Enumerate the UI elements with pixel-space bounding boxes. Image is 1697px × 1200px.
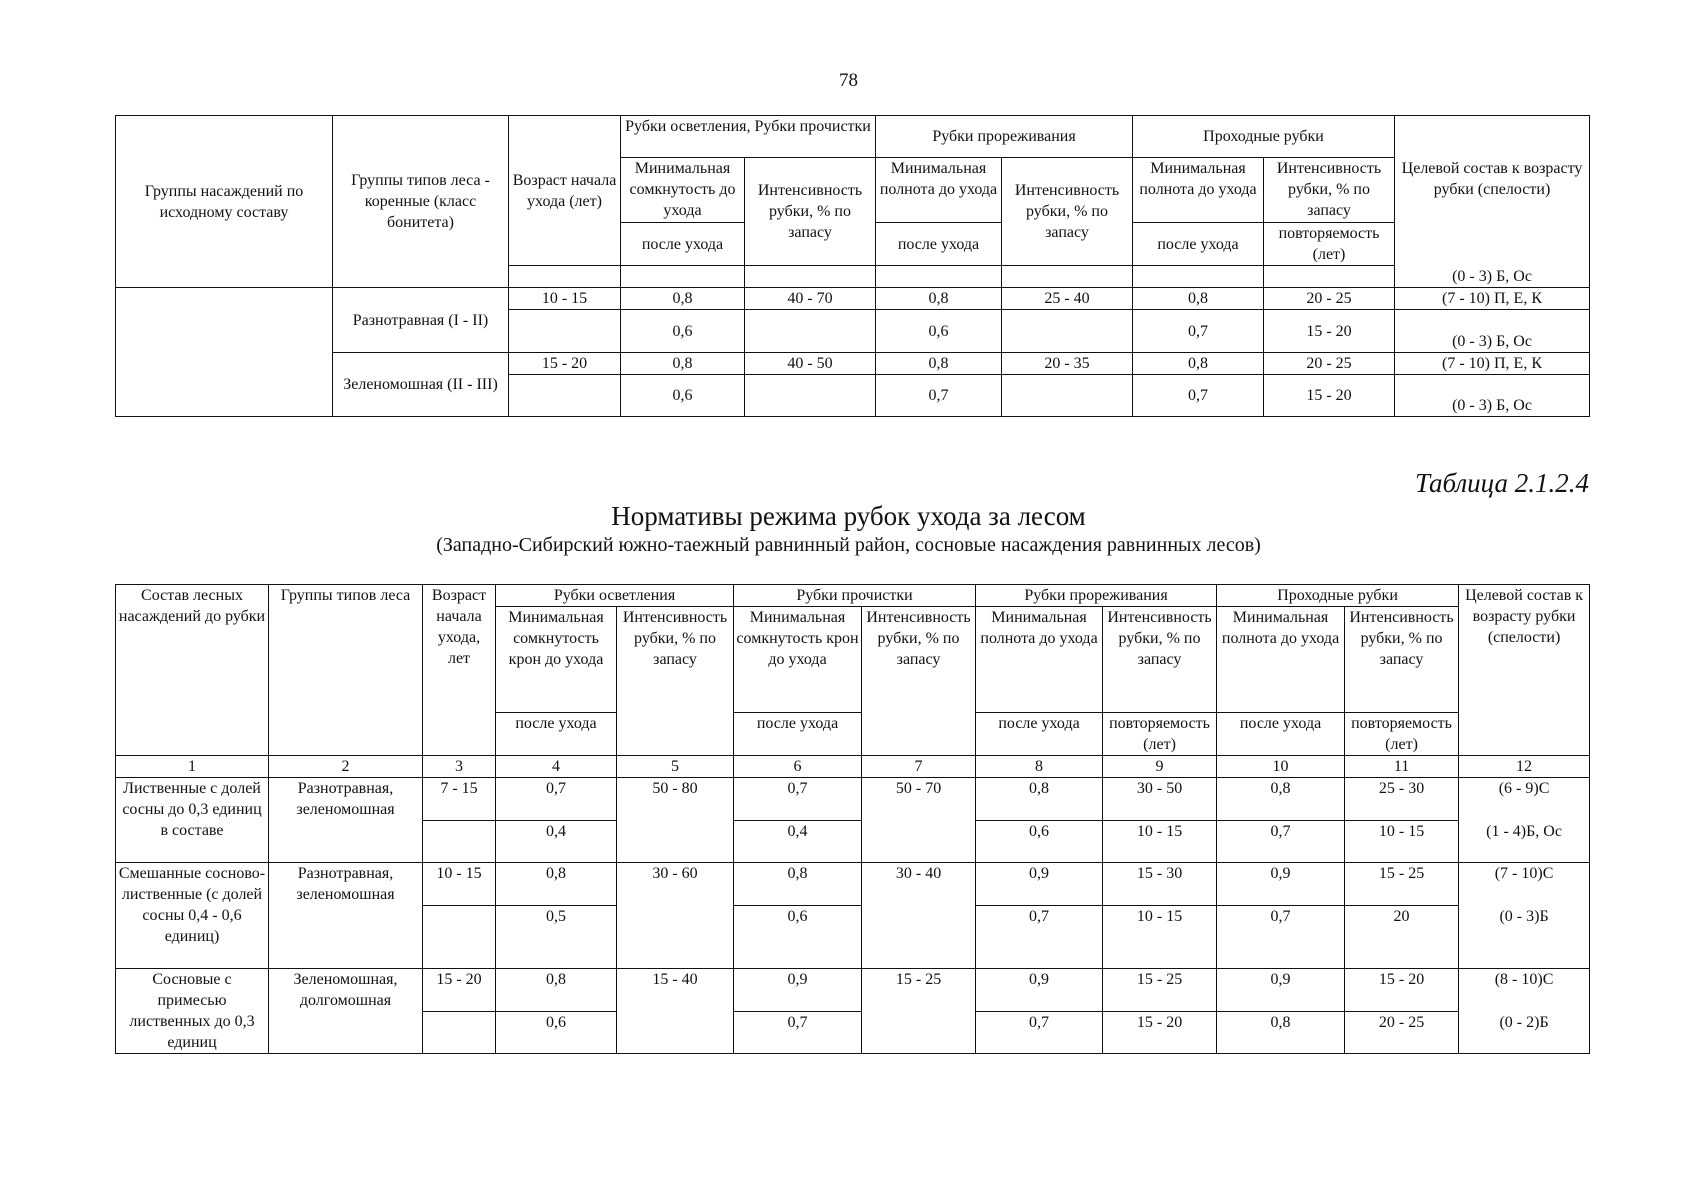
table-row: 0,6 0,7 0,7 15 - 20 0,8 20 - 25 [116, 1012, 1590, 1054]
header-intensity-clearing: Интенсивность рубки, % по запасу [745, 158, 876, 266]
header-groups-planting: Группы насаждений по исходному составу [116, 116, 333, 288]
page-number: 78 [839, 70, 858, 91]
header-min-density-thinning: Минимальная полнота до ухода [876, 158, 1002, 223]
column-number-row [116, 756, 1590, 778]
table-title: Нормативы режима рубок ухода за лесом [611, 501, 1086, 531]
target-cell: (7 - 10) П, Е, К [1395, 288, 1590, 310]
header-repeat-interval: повторяемость (лет) [1264, 223, 1395, 266]
target-cell: (7 - 10)С (0 - 3)Б [1459, 863, 1590, 969]
age-cell: 10 - 15 [423, 863, 496, 906]
target-cell: (7 - 10) П, Е, К [1395, 353, 1590, 375]
composition-cell: Смешанные сосново-лиственные (с долей сосны 0,4 - 0,6 единиц) [116, 863, 269, 969]
header-composition: Состав лесных насаждений до рубки [116, 585, 269, 756]
column-number: 3 [423, 756, 496, 778]
age-cell: 7 - 15 [423, 778, 496, 821]
header-min-closure: Минимальная сомкнутость крон до ухода [496, 607, 617, 713]
target-cell: (8 - 10)С (0 - 2)Б [1459, 969, 1590, 1054]
header-after-care: после ухода [1217, 713, 1345, 756]
table-number: Таблица 2.1.2.4 [1414, 468, 1589, 498]
header-after-care: после ухода [496, 713, 617, 756]
header-clearing: Рубки осветления [496, 585, 734, 607]
table-row: 0,5 0,6 0,7 10 - 15 0,7 20 [116, 906, 1590, 969]
header-min-closure: Минимальная сомкнутость до ухода [621, 158, 745, 223]
target-cell: (0 - 3) Б, Ос [1395, 310, 1590, 353]
header-intensity-passage: Интенсивность рубки, % по запасу [1264, 158, 1395, 223]
age-cell: 15 - 20 [423, 969, 496, 1012]
column-number: 11 [1345, 756, 1459, 778]
header-target: Целевой состав к возрасту рубки (спелости) [1459, 585, 1590, 756]
column-number: 7 [862, 756, 976, 778]
forest-type-cell: Зеленомошная (II - III) [333, 353, 509, 417]
header-after-care: после ухода [734, 713, 862, 756]
header-repeat-interval: повторяемость (лет) [1103, 713, 1217, 756]
header-min-density: Минимальная полнота до ухода [1217, 607, 1345, 713]
thinning-norms-table [115, 584, 1590, 1054]
column-number: 8 [976, 756, 1103, 778]
header-min-density: Минимальная полнота до ухода [976, 607, 1103, 713]
header-intensity: Интенсивность рубки, % по запасу [862, 607, 976, 756]
table-subtitle: (Западно-Сибирский южно-таежный равнинный район, сосновые насаждения равнинных лесов) [436, 534, 1261, 556]
header-groups-forest-types: Группы типов леса - коренные (класс бонитета) [333, 116, 509, 288]
header-age: Возраст начала ухода, лет [423, 585, 496, 756]
column-number: 4 [496, 756, 617, 778]
header-forest-types: Группы типов леса [269, 585, 423, 756]
age-cell: 15 - 20 [509, 353, 621, 375]
header-repeat-interval: повторяемость (лет) [1345, 713, 1459, 756]
target-cell: (6 - 9)С (1 - 4)Б, Ос [1459, 778, 1590, 863]
header-clearing-cutting: Рубки осветления, Рубки прочистки [621, 116, 876, 158]
target-bottom: (0 - 3) Б, Ос [1452, 268, 1532, 285]
header-intensity: Интенсивность рубки, % по запасу [1103, 607, 1217, 713]
target-cell: (0 - 3) Б, Ос [1395, 375, 1590, 417]
forest-type-cell: Разнотравная, зеленомошная [269, 778, 423, 863]
header-intensity: Интенсивность рубки, % по запасу [1345, 607, 1459, 713]
header-cleaning: Рубки прочистки [734, 585, 976, 607]
column-number: 12 [1459, 756, 1590, 778]
table-row: 0,4 0,4 0,6 10 - 15 0,7 10 - 15 [116, 821, 1590, 863]
header-intensity-thinning: Интенсивность рубки, % по запасу [1002, 158, 1133, 266]
header-min-density-passage: Минимальная полнота до ухода [1133, 158, 1264, 223]
header-intensity: Интенсивность рубки, % по запасу [617, 607, 734, 756]
header-age-start: Возраст начала ухода (лет) [509, 116, 621, 266]
column-number: 9 [1103, 756, 1217, 778]
composition-cell: Лиственные с долей сосны до 0,3 единиц в составе [116, 778, 269, 863]
table-row: Смешанные сосново-лиственные (с долей сосны 0,4 - 0,6 единиц) Разнотравная, зеленомошная 10 - 15 0,8 30 - 60 0,8 30 - 40 0,9 15 - 30 0,9 15 - 25 (7 - 10)С (0 - 3)Б [116, 863, 1590, 906]
header-thinning: Рубки прореживания [876, 116, 1133, 158]
table-row: Зеленомошная (II - III) 15 - 20 0,8 40 - 50 0,8 20 - 35 0,8 20 - 25 (7 - 10) П, Е, К [116, 353, 1590, 375]
table-row: 0,6 0,6 0,7 15 - 20 (0 - 3) Б, Ос [116, 310, 1590, 353]
header-after-care: после ухода [1133, 223, 1264, 266]
table-row: Сосновые с примесью лиственных до 0,3 единиц Зеленомошная, долгомошная 15 - 20 0,8 15 - 40 0,9 15 - 25 0,9 15 - 25 0,9 15 - 20 (8 - 10)С (0 - 2)Б [116, 969, 1590, 1012]
header-target-composition: Целевой состав к возрасту рубки (спелости) (0 - 3) Б, Ос [1395, 116, 1590, 288]
header-after-care: после ухода [876, 223, 1002, 266]
table-row: 0,6 0,7 0,7 15 - 20 (0 - 3) Б, Ос [116, 375, 1590, 417]
column-number: 10 [1217, 756, 1345, 778]
column-number: 2 [269, 756, 423, 778]
age-cell: 10 - 15 [509, 288, 621, 310]
header-passage: Проходные рубки [1217, 585, 1459, 607]
header-after-care: после ухода [976, 713, 1103, 756]
forest-type-cell: Зеленомошная, долгомошная [269, 969, 423, 1054]
composition-cell: Сосновые с примесью лиственных до 0,3 единиц [116, 969, 269, 1054]
header-after-care: после ухода [621, 223, 745, 266]
header-thinning: Рубки прореживания [976, 585, 1217, 607]
header-passage-cutting: Проходные рубки [1133, 116, 1395, 158]
table-continued [115, 115, 1590, 417]
column-number: 6 [734, 756, 862, 778]
table-row: Лиственные с долей сосны до 0,3 единиц в составе Разнотравная, зеленомошная 7 - 15 0,7 50 - 80 0,7 50 - 70 0,8 30 - 50 0,8 25 - 30 (6 - 9)С (1 - 4)Б, Ос [116, 778, 1590, 821]
forest-type-cell: Разнотравная, зеленомошная [269, 863, 423, 969]
table-row: Разнотравная (I - II) 10 - 15 0,8 40 - 70 0,8 25 - 40 0,8 20 - 25 (7 - 10) П, Е, К [116, 288, 1590, 310]
forest-type-cell: Разнотравная (I - II) [333, 288, 509, 353]
header-min-closure: Минимальная сомкнутость крон до ухода [734, 607, 862, 713]
column-number: 5 [617, 756, 734, 778]
column-number: 1 [116, 756, 269, 778]
